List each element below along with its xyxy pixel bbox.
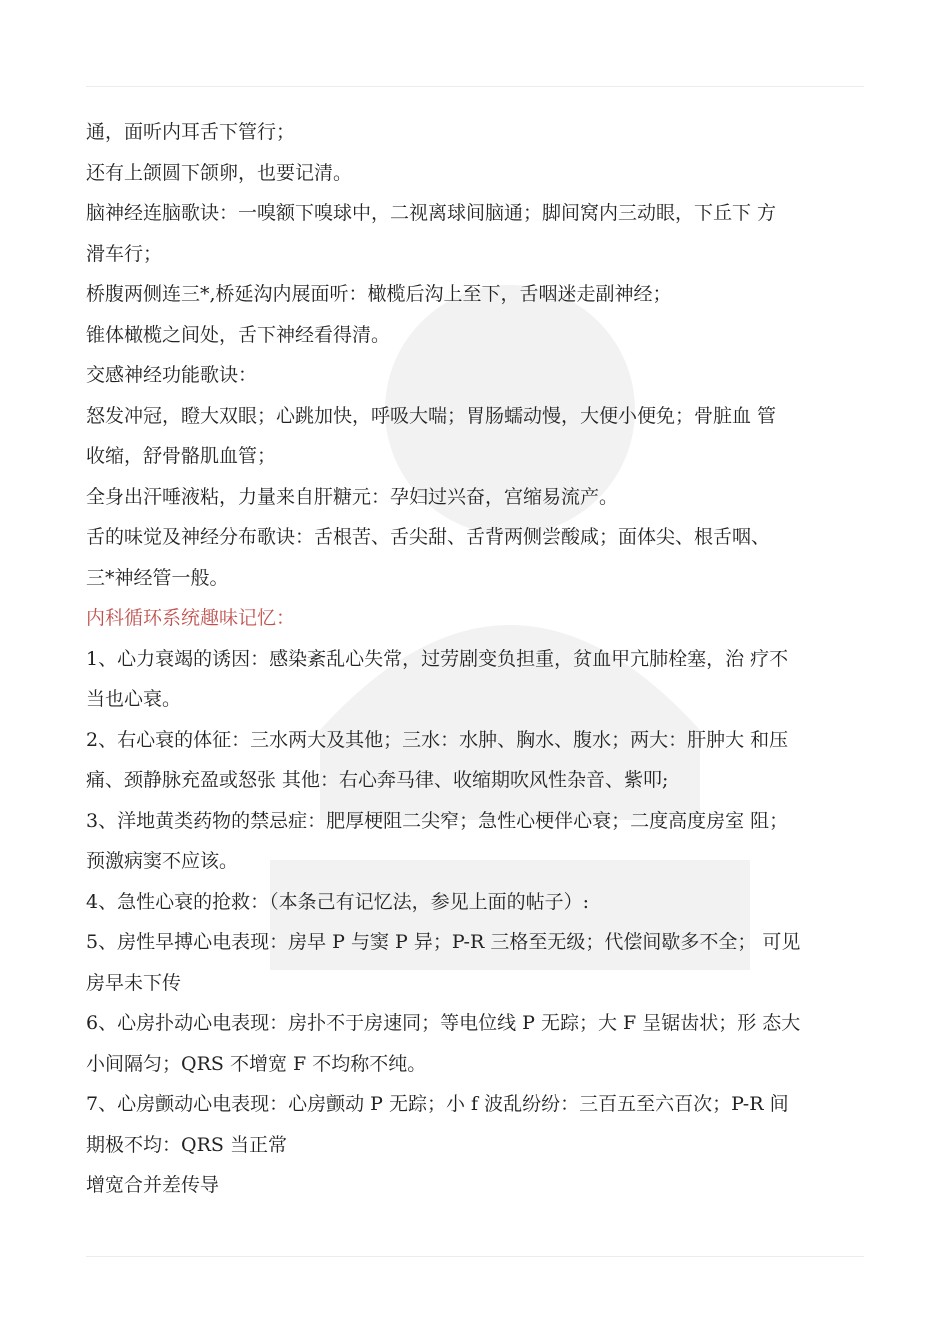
- text-line: 7、心房颤动心电表现：心房颤动 P 无踪；小 f 波乱纷纷：三百五至六百次；P-R 间: [86, 1093, 789, 1115]
- text-line: 增宽合并差传导: [86, 1174, 220, 1196]
- text-line: 2、右心衰的体征：三水两大及其他；三水：水肿、胸水、腹水；两大：肝肿大 和压: [86, 728, 789, 751]
- text-line: 滑车行；: [86, 242, 163, 265]
- text-line: 怒发冲冠，瞪大双眼；心跳加快，呼吸大喘；胃肠蠕动慢，大便小便免；骨脏血 管: [86, 404, 777, 427]
- text-line: 1、心力衰竭的诱因：感染紊乱心失常，过劳剧变负担重，贫血甲亢肺栓塞，治 疗不: [86, 647, 789, 670]
- text-line: 5、房性早搏心电表现：房早 P 与窦 P 异；P-R 三格至无级；代偿间歇多不全； 可见: [86, 931, 801, 953]
- text-line: 脑神经连脑歌诀：一嗅额下嗅球中，二视离球间脑通；脚间窝内三动眼，下丘下 方: [86, 202, 777, 224]
- text-line: 锥体橄榄之间处，舌下神经看得清。: [86, 323, 391, 346]
- text-line: 小间隔匀；QRS 不增宽 F 不均称不纯。: [86, 1052, 427, 1075]
- text-line: 当也心衰。: [86, 688, 182, 710]
- text-line: 桥腹两侧连三*,桥延沟内展面听：橄榄后沟上至下，舌咽迷走副神经；: [86, 283, 672, 305]
- text-line: 4、急性心衰的抢救：（本条己有记忆法，参见上面的帖子）:: [86, 890, 589, 913]
- text-line: 3、洋地黄类药物的禁忌症：肥厚梗阻二尖窄；急性心梗伴心衰；二度高度房室 阻；: [86, 809, 789, 832]
- text-line: 期极不均：QRS 当正常: [86, 1133, 287, 1156]
- text-line: 通，面听内耳舌下管行；: [86, 121, 296, 143]
- text-line: 全身出汗唾液粘，力量来自肝糖元：孕妇过兴奋，宫缩易流产。: [86, 485, 619, 508]
- text-line: 还有上颌圆下颌卵，也要记清。: [86, 161, 353, 184]
- text-line: 舌的味觉及神经分布歌诀：舌根苦、舌尖甜、舌背两侧尝酸咸；面体尖、根舌咽、: [86, 526, 771, 548]
- text-line: 收缩，舒骨骼肌血管；: [86, 445, 277, 467]
- text-line: 交感神经功能歌诀：: [86, 364, 258, 386]
- text-line: 房早未下传: [86, 971, 182, 994]
- text-line: 预激病窦不应该。: [86, 850, 239, 872]
- text-line: 三*神经管一般。: [86, 566, 229, 589]
- page-bottom-rule: [86, 1256, 864, 1257]
- text-line: 6、心房扑动心电表现：房扑不于房速同；等电位线 P 无踪；大 F 呈锯齿状；形 态大: [86, 1012, 801, 1034]
- text-line: 痛、颈静脉充盈或怒张 其他：右心奔马律、收缩期吹风性杂音、紫叩;: [86, 769, 669, 791]
- section-heading: 内科循环系统趣味记忆：: [86, 607, 296, 629]
- page-top-rule: [86, 86, 864, 87]
- document-body: [86, 112, 866, 1206]
